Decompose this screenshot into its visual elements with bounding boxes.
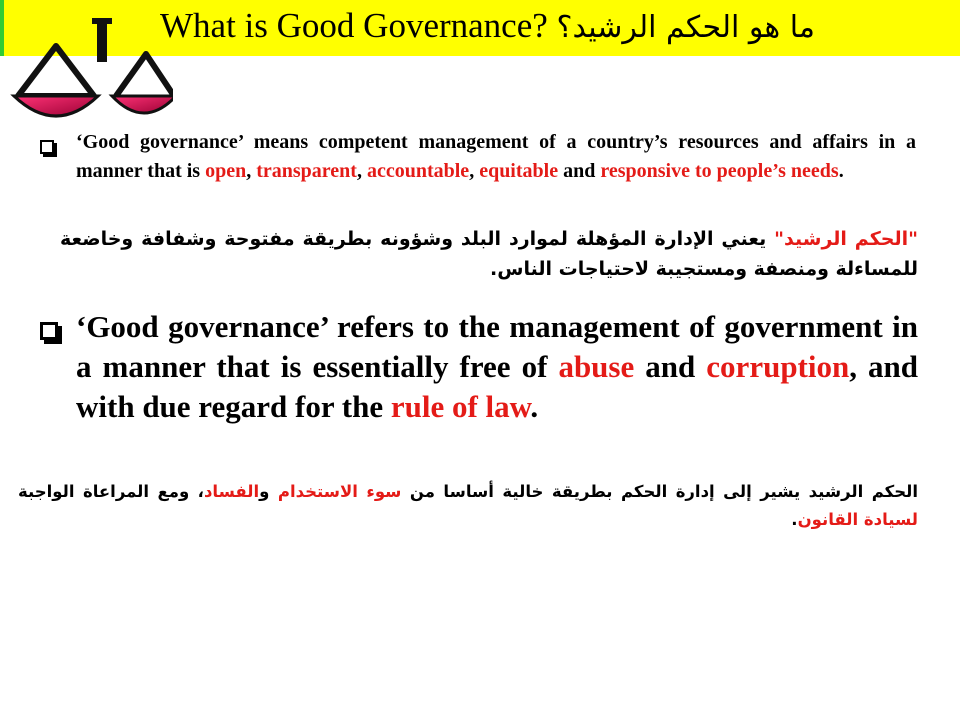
point1-arabic: "الحكم الرشيد" يعني الإدارة المؤهلة لموارد البلد وشؤونه بطريقة مفتوحة وشفافة وخاضعة للمساءلة ومنصفة ومستجيبة لاحتياجات الناس. <box>60 228 918 280</box>
point2-arabic: الحكم الرشيد يشير إلى إدارة الحكم بطريقة خالية أساسا من سوء الاستخدام والفساد، ومع المراعاة الواجبة لسيادة القانون. <box>18 482 918 529</box>
slide-title <box>160 4 815 50</box>
title-arabic: ما هو الحكم الرشيد؟ <box>556 10 815 45</box>
point1-english: ‘Good governance’ means competent management of a country’s resources and affairs in a manner that is open, transparent, accountable, equitable and responsive to people’s needs. <box>76 131 916 182</box>
left-accent-strip <box>0 0 4 56</box>
hollow-square-bullet-icon <box>40 322 58 340</box>
scales-of-justice-icon <box>8 18 173 124</box>
hollow-square-bullet-icon <box>40 140 54 154</box>
point2-english: ‘Good governance’ refers to the management of government in a manner that is essentially free of abuse and corruption, and with due regard for the rule of law. <box>76 309 918 424</box>
title-english: What is Good Governance? <box>160 6 548 45</box>
